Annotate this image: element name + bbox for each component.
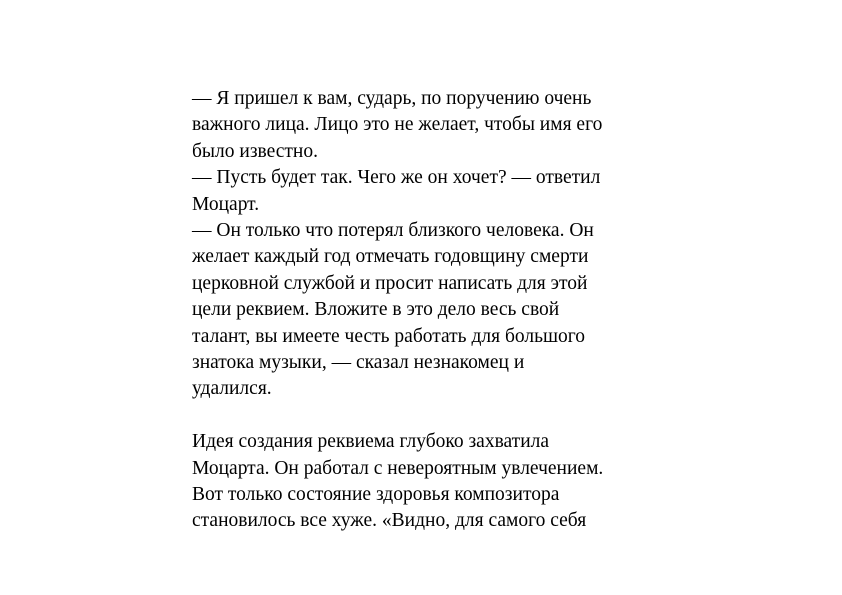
text-line: было известно. bbox=[192, 140, 318, 162]
text-line: церковной службой и просит написать для этой bbox=[192, 272, 588, 294]
paragraph-narrative bbox=[192, 429, 672, 535]
text-line: Моцарт. bbox=[192, 193, 260, 215]
text-line: становилось все хуже. «Видно, для самого себя bbox=[192, 510, 587, 532]
text-line: цели реквием. Вложите в это дело весь свой bbox=[192, 299, 560, 321]
text-line: — Я пришел к вам, сударь, по поручению очень bbox=[192, 88, 592, 109]
paragraph-dialogue bbox=[192, 86, 672, 403]
text-line: Моцарта. Он работал с невероятным увлечением. bbox=[192, 457, 604, 479]
text-line: желает каждый год отмечать годовщину смерти bbox=[192, 246, 589, 268]
text-line: — Он только что потерял близкого человека. Он bbox=[192, 220, 594, 242]
text-line: важного лица. Лицо это не желает, чтобы имя его bbox=[192, 114, 603, 136]
text-body bbox=[192, 86, 672, 535]
text-line: Идея создания реквиема глубоко захватила bbox=[192, 431, 550, 453]
text-line: Вот только состояние здоровья композитора bbox=[192, 484, 560, 506]
text-line: талант, вы имеете честь работать для большого bbox=[192, 325, 586, 347]
paragraph-gap bbox=[192, 403, 672, 429]
text-line: знатока музыки, — сказал незнакомец и bbox=[192, 352, 525, 374]
text-line: удалился. bbox=[192, 378, 272, 400]
text-line: — Пусть будет так. Чего же он хочет? — ответил bbox=[192, 167, 601, 189]
